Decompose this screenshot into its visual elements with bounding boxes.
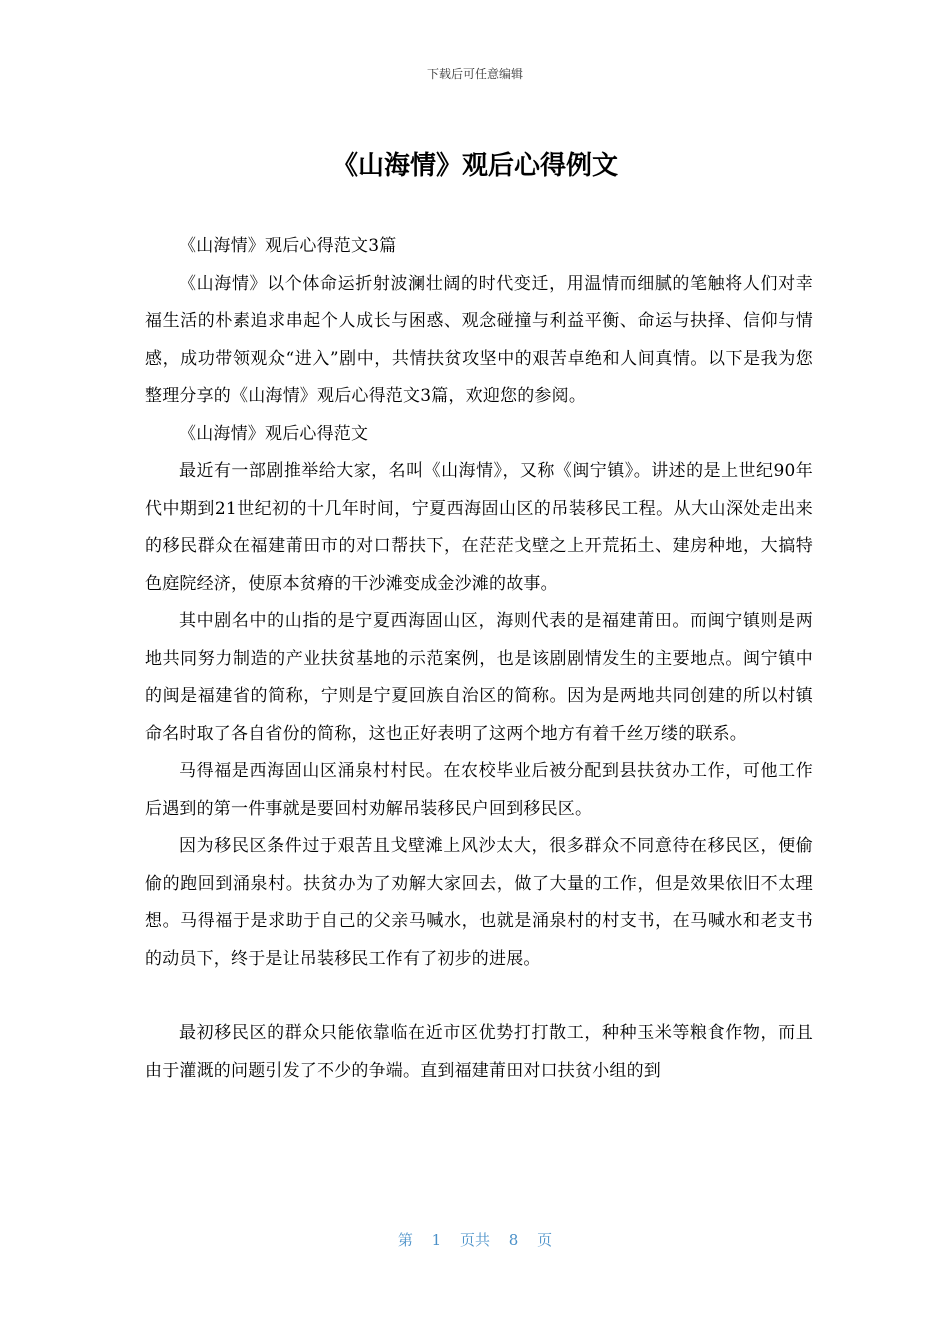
paragraph-intro: 《山海情》以个体命运折射波澜壮阔的时代变迁，用温情而细腻的笔触将人们对幸福生活的朴素追求串起个人成长与困惑、观念碰撞与利益平衡、命运与抉择、信仰与情感，成功带领观众“进入”剧中，共情扶贫攻坚中的艰苦卓绝和人间真情。以下是我为您整理分享的《山海情》观后心得范文3篇，欢迎您的参阅。: [145, 273, 813, 406]
paragraph-body: 马得福是西海固山区涌泉村村民。在农校毕业后被分配到县扶贫办工作，可他工作后遇到的第一件事就是要回村劝解吊装移民户回到移民区。: [145, 761, 813, 819]
paragraph-body: 因为移民区条件过于艰苦且戈壁滩上风沙太大，很多群众不同意待在移民区，便偷偷的跑回到涌泉村。扶贫办为了劝解大家回去，做了大量的工作，但是效果依旧不太理想。马得福于是求助于自己的父亲马喊水，也就是涌泉村的村支书，在马喊水和老支书的动员下，终于是让吊装移民工作有了初步的进展。: [145, 836, 813, 969]
page-footer: [0, 1228, 950, 1252]
footer-suffix: 页: [537, 1231, 553, 1249]
document-body: [145, 228, 813, 1090]
footer-current-page: 1: [431, 1231, 442, 1249]
document-title: 《山海情》观后心得例文: [331, 151, 618, 181]
footer-mid: 页共: [459, 1231, 490, 1249]
paragraph-body: 最近有一部剧推举给大家，名叫《山海情》，又称《闽宁镇》。讲述的是上世纪90年代中期到21世纪初的十几年时间，宁夏西海固山区的吊装移民工程。从大山深处走出来的移民群众在福建莆田市的对口帮扶下，在茫茫戈壁之上开荒拓土、建房种地，大搞特色庭院经济，使原本贫瘠的干沙滩变成金沙滩的故事。: [145, 461, 813, 594]
paragraph-body: 最初移民区的群众只能依靠临在近市区优势打打散工，种种玉米等粮食作物，而且由于灌溉的问题引发了不少的争端。直到福建莆田对口扶贫小组的到: [145, 1023, 813, 1081]
footer-total-pages: 8: [508, 1231, 519, 1249]
paragraph-subtitle: 《山海情》观后心得范文3篇: [179, 236, 397, 256]
paragraph-body: 其中剧名中的山指的是宁夏西海固山区，海则代表的是福建莆田。而闽宁镇则是两地共同努力制造的产业扶贫基地的示范案例，也是该剧剧情发生的主要地点。闽宁镇中的闽是福建省的简称，宁则是宁夏回族自治区的简称。因为是两地共同创建的所以村镇命名时取了各自省份的简称，这也正好表明了这两个地方有着千丝万缕的联系。: [145, 611, 813, 744]
footer-prefix: 第: [397, 1231, 413, 1249]
header-note: 下载后可任意编辑: [426, 67, 523, 81]
paragraph-section-heading: 《山海情》观后心得范文: [179, 423, 369, 444]
